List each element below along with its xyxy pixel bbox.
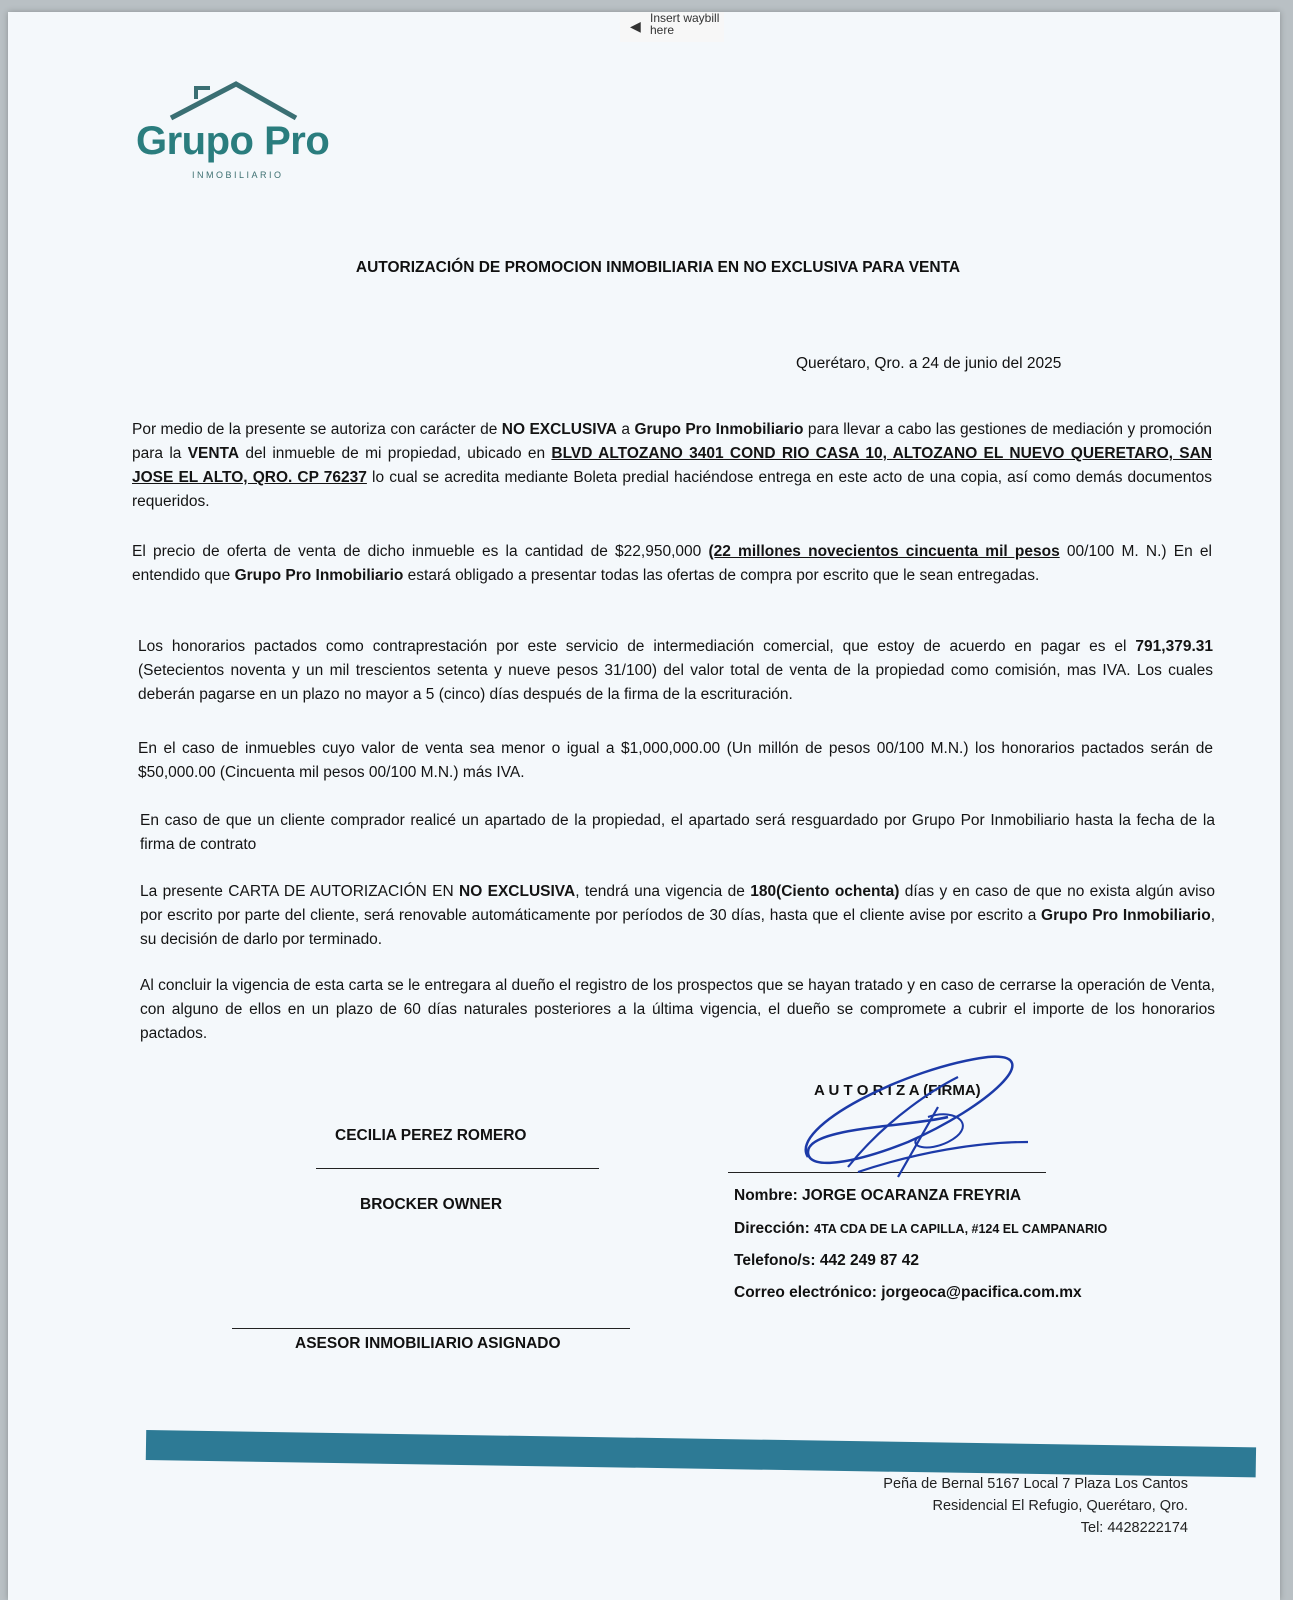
company-logo <box>126 74 366 194</box>
document-date: Querétaro, Qro. a 24 de junio del 2025 <box>796 355 1062 372</box>
advisor-label: ASESOR INMOBILIARIO ASIGNADO <box>295 1335 561 1352</box>
advisor-signature-line <box>232 1328 630 1329</box>
authorize-label: A U T O R I Z A (FIRMA) <box>814 1082 981 1099</box>
waybill-text: Insert waybill here <box>650 12 720 37</box>
footer-band <box>146 1430 1256 1477</box>
broker-signature-line <box>316 1168 599 1169</box>
footer-address-line1: Peña de Bernal 5167 Local 7 Plaza Los Cantos <box>883 1476 1188 1492</box>
paragraph-price: El precio de oferta de venta de dicho inmueble es la cantidad de $22,950,000 (22 millones novecientos cincuenta mil pesos 00/100 M. N.) En el entendido que Grupo Pro Inmobiliario estará obligado a presentar todas las ofertas de compra por escrito que le sean entregadas. <box>132 543 1212 584</box>
footer-phone: Tel: 4428222174 <box>1080 1520 1188 1536</box>
document-title: AUTORIZACIÓN DE PROMOCION INMOBILIARIA EN NO EXCLUSIVA PARA VENTA <box>355 259 961 276</box>
logo-name: Grupo Pro <box>136 119 330 163</box>
owner-name: Nombre: JORGE OCARANZA FREYRIA <box>734 1187 1022 1204</box>
arrow-left-icon: ◀ <box>630 18 641 34</box>
owner-email: Correo electrónico: jorgeoca@pacifica.com.mx <box>734 1284 1082 1301</box>
paragraph-closing: Al concluir la vigencia de esta carta se le entregara al dueño el registro de los prospectos que se hayan tratado y en caso de cerrarse la operación de Venta, con alguno de ellos en un plazo de 60 días naturales posteriores a la última vigencia, el dueño se compromete a cubrir el importe de los honorarios pactados. <box>140 977 1215 1042</box>
handwritten-signature <box>788 1047 1058 1187</box>
paragraph-fees: Los honorarios pactados como contraprestación por este servicio de intermediación comercial, que estoy de acuerdo en pagar es el 791,379.31 (Setecientos noventa y un mil trescientos setenta y nueve pesos 31/100) del valor total de venta de la propiedad como comisión, mas IVA. Los cuales deberán pagarse en un plazo no mayor a 5 (cinco) días después de la firma de la escrituración. <box>138 638 1213 703</box>
document-page <box>8 12 1280 1600</box>
price-in-words: (22 millones novecientos cincuenta mil pesos <box>708 543 1060 560</box>
footer-address-line2: Residencial El Refugio, Querétaro, Qro. <box>932 1498 1188 1514</box>
owner-address: Dirección: 4TA CDA DE LA CAPILLA, #124 EL CAMPANARIO <box>734 1220 1108 1237</box>
paragraph-authorization: Por medio de la presente se autoriza con carácter de NO EXCLUSIVA a Grupo Pro Inmobiliario para llevar a cabo las gestiones de mediación y promoción para la VENTA del inmueble de mi propiedad, ubicado en BLVD ALTOZANO 3401 COND RIO CASA 10, ALTOZANO EL NUEVO QUERETARO, SAN JOSE EL ALTO, QRO. CP 76237 lo cual se acredita mediante Boleta predial haciéndose entrega en este acto de una copia, así como demás documentos requeridos. <box>132 421 1212 510</box>
owner-phone: Telefono/s: 442 249 87 42 <box>734 1252 919 1269</box>
paragraph-validity: La presente CARTA DE AUTORIZACIÓN EN NO EXCLUSIVA, tendrá una vigencia de 180(Ciento ochenta) días y en caso de que no exista algún aviso por escrito por parte del cliente, será renovable automáticamente por períodos de 30 días, hasta que el cliente avise por escrito a Grupo Pro Inmobiliario, su decisión de darlo por terminado. <box>140 883 1215 948</box>
logo-subtitle: INMOBILIARIO <box>192 170 284 180</box>
broker-role: BROCKER OWNER <box>360 1196 503 1213</box>
paragraph-deposit: En caso de que un cliente comprador realicé un apartado de la propiedad, el apartado será resguardado por Grupo Por Inmobiliario hasta la fecha de la firma de contrato <box>140 812 1215 853</box>
waybill-strip <box>620 12 724 42</box>
broker-name: CECILIA PEREZ ROMERO <box>335 1127 527 1144</box>
paragraph-minimum-fee: En el caso de inmuebles cuyo valor de venta sea menor o igual a $1,000,000.00 (Un millón de pesos 00/100 M.N.) los honorarios pactados serán de $50,000.00 (Cincuenta mil pesos 00/100 M.N.) más IVA. <box>138 740 1213 781</box>
property-address: BLVD ALTOZANO 3401 COND RIO CASA 10, ALTOZANO EL NUEVO QUERETARO, SAN JOSE EL ALTO, QRO. CP 76237 <box>132 445 1212 486</box>
